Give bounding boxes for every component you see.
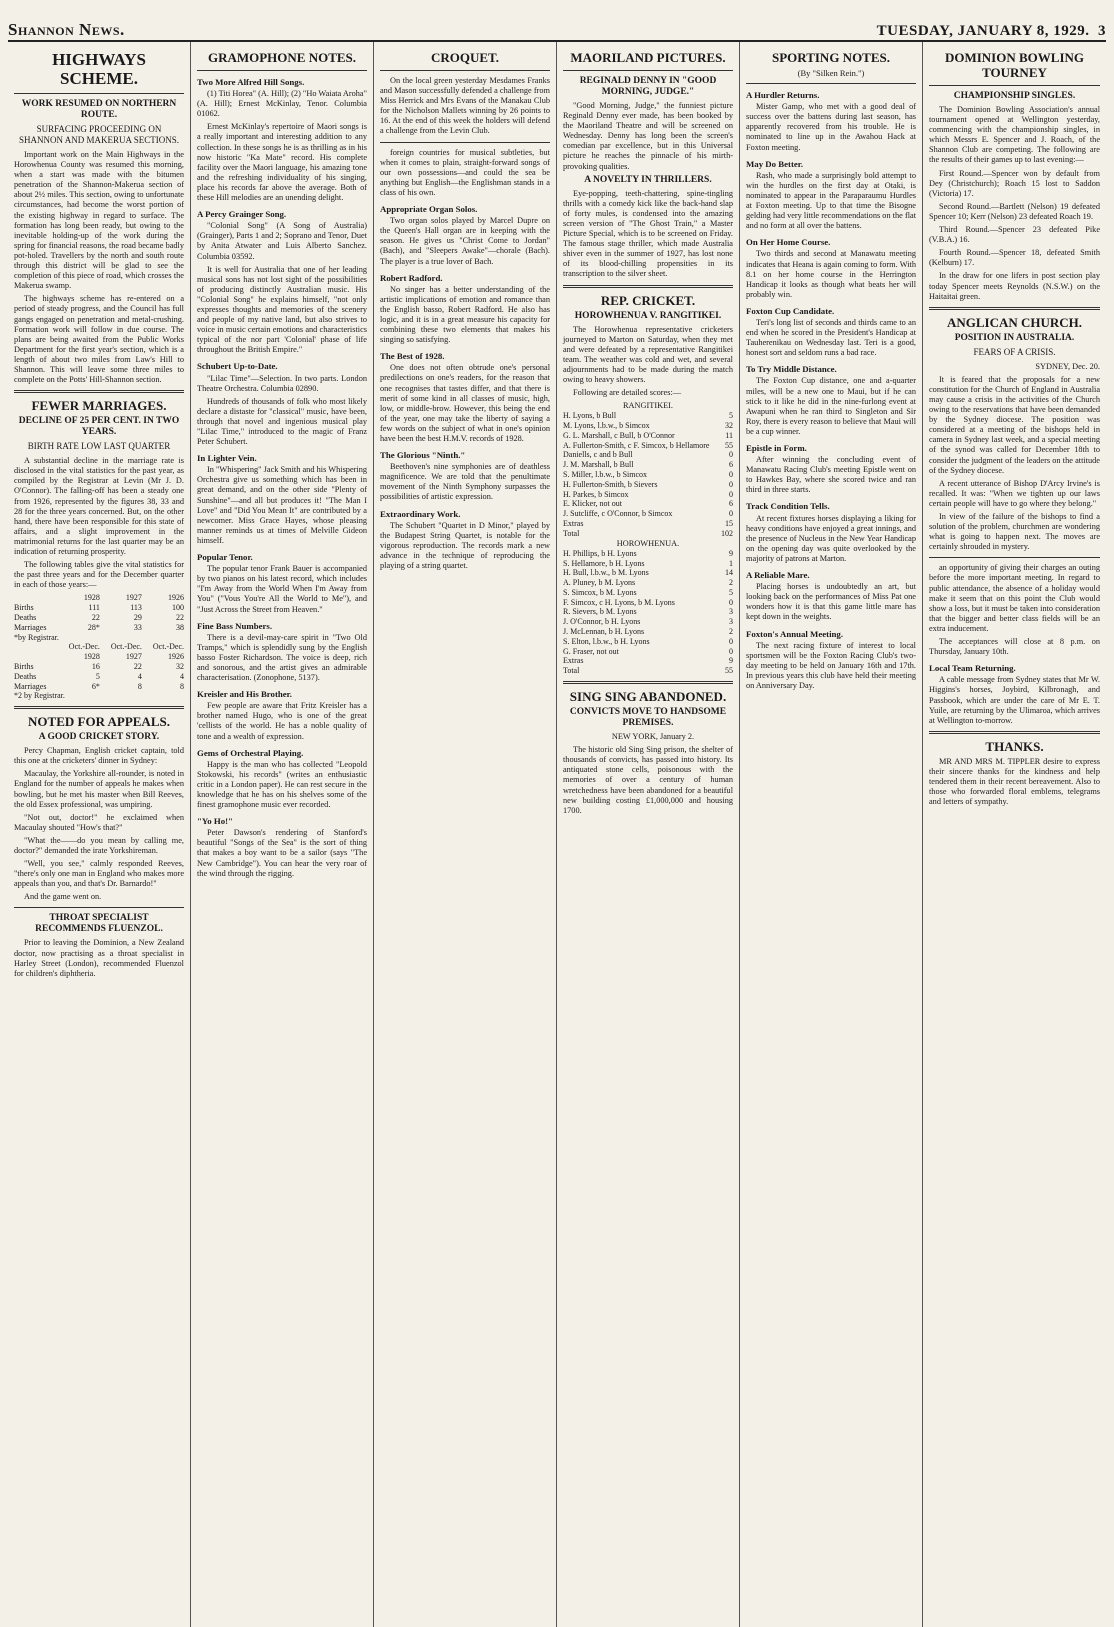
article-paragraph: "Good Morning, Judge," the funniest picture Reginald Denny ever made, has been booked by the Maoriland Theatre and will be screened on Wednesday. Denny has long been the screen's comedian par excellence, but in this Universal picture he reaches the pinnacle of his mirth-provoking qualities. [563, 101, 733, 171]
table-row: Oct.-Dec. Oct.-Dec. Oct.-Dec. [68, 642, 184, 652]
section-heading: Foxton Cup Candidate. [746, 305, 835, 316]
section-heading: Robert Radford. [380, 272, 443, 283]
section-heading: A Percy Grainger Song. [197, 209, 287, 220]
article-title: CROQUET. [430, 50, 499, 65]
scorecard-heading: RANGITIKEI. [622, 401, 673, 411]
article-paragraph: After winning the concluding event of Manawatu Racing Club's meeting Epistle went on to Hawkes Bay, where she scored twice and ran third in three starts. [746, 455, 916, 495]
table-row: G. L. Marshall, c Bull, b O'Connor 11 [563, 430, 733, 440]
table-row: G. Fraser, not out 0 [563, 646, 733, 656]
table-row: Daniells, c and b Bull 0 [563, 450, 733, 460]
article-paragraph: Fourth Round.—Spencer 18, defeated Smith (Kelburn) 17. [929, 248, 1100, 268]
article-paragraph: A recent utterance of Bishop D'Arcy Irvine's is recalled. It was: "When we tighten up our laws certain people will have to go where they belong." [929, 478, 1100, 508]
article-title: HIGHWAYS SCHEME. [52, 50, 146, 88]
table-row: Deaths 22 29 22 [14, 612, 184, 622]
table-row: S. Miller, l.b.w., b Simcox 0 [563, 470, 733, 480]
table-row: A. Fullerton-Smith, c F. Simcox, b Hellamore 55 [563, 440, 733, 450]
section-heading: In Lighter Vein. [197, 453, 257, 464]
table-row: A. Pluney, b M. Lyons 2 [563, 578, 733, 588]
dateline: SYDNEY, Dec. 20. [1035, 361, 1100, 371]
article-paragraph: The Foxton Cup distance, one and a-quarter miles, will be a new one to Maui, but if he can stick to it like he did in the nine-furlong event at Awapuni when he ran third to Singleton and Sir Roy, there is every reason to believe that Maui will be a cup winner. [746, 376, 916, 436]
table-row: H. Fullerton-Smith, b Sievers 0 [563, 479, 733, 489]
article-subtitle: HOROWHENUA V. RANGITIKEI. [574, 310, 722, 321]
article-paragraph: The Schubert "Quartet in D Minor," played by the Budapest String Quartet, is notable for the vigorous reproduction. The records mark a new advance in the technique of reproducing the playing of a string quartet. [380, 520, 550, 571]
article-paragraph: Percy Chapman, English cricket captain, told this one at the cricketers' dinner in Sydney: [14, 746, 184, 766]
article-paragraph: A cable message from Sydney states that Mr W. Higgins's horses, Joybird, Kilbronagh, and Passbook, which are under the care of Mr E. T. Yuile, are returning by the Ulimaroa, which arrives at Wellington to-morrow. [929, 675, 1100, 725]
byline: (By "Silken Rein.") [797, 68, 865, 78]
table-row: J. M. Marshall, b Bull 6 [563, 460, 733, 470]
table-row: Marriages 28* 33 38 [14, 622, 184, 632]
paper-name: Shannon News. [8, 20, 125, 39]
table-row: Marriages 6* 8 8 [14, 681, 184, 691]
article-paragraph: The popular tenor Frank Bauer is accompanied by two pianos on his latest record, which includes "I'm Away from the World When I'm Away from You" ("Vous You're All the World to Me"), and "Just Across the Street from Heaven." [197, 564, 367, 614]
table-row: R. Sievers, b M. Lyons 3 [563, 607, 733, 617]
article-paragraph: There is a devil-may-care spirit in "Two Old Tramps," which is splendidly sung by the English basso Foster Richardson. The voice is deep, rich and sonorous, and the artist gives an admirable characterisation. (Zonophone, 5137). [197, 632, 367, 683]
section-heading: The Best of 1928. [380, 351, 445, 362]
table-row: Extras 15 [563, 519, 733, 529]
table-row: 1928 1927 1926 [83, 652, 184, 662]
article-subtitle: A GOOD CRICKET STORY. [38, 732, 160, 743]
section-heading: Schubert Up-to-Date. [197, 361, 278, 372]
article-paragraph: In the draw for one lifers in post section play today Spencer meets Reynolds (N.S.W.) on the Haitaitai green. [929, 271, 1100, 301]
table-row: 1928 1927 1926 [83, 593, 184, 603]
article-paragraph: A substantial decline in the marriage rate is disclosed in the vital statistics for the past year, as compiled by the Registrar at Levin (Mr J. D. O'Connor). The falling-off has been a steady one from 1926, represented by the figures 38, 33 and 28 for the three years concerned. But, on the other hand, there have been responsible for this state of affairs, and a slight improvement in the matrimonial returns for the last quarter may be an indication of returning prosperity. [14, 456, 184, 556]
section-heading: "Yo Ho!" [197, 816, 233, 827]
article-paragraph: Mister Gamp, who met with a good deal of success over the battens during last season, has apparently recovered from his trouble. He is nominated to line up in the Awahou Hack at Foxton meeting. [746, 102, 916, 152]
article-paragraph: Rash, who made a surprisingly bold attempt to win the hurdles on the first day at Otaki, is nominated to appear in the Paraparaumu Hurdles at Foxton meeting. Up to that time the Bisogne gelding had very little recommendations on the flat and no form at all over the battens. [746, 170, 916, 231]
article-subtitle: REGINALD DENNY IN "GOOD MORNING, JUDGE." [579, 76, 717, 97]
article-subtitle: CHAMPIONSHIP SINGLES. [953, 91, 1076, 101]
section-heading: May Do Better. [746, 158, 804, 169]
article-title: SING SING ABANDONED. [569, 689, 727, 705]
section-heading: Foxton's Annual Meeting. [746, 628, 844, 639]
article-paragraph: Macaulay, the Yorkshire all-rounder, is noted in England for the number of appeals he makes when bowling, but he met his master when Bill Reeves, the old Essex professional, was umpiring. [14, 769, 184, 809]
article-paragraph: The following tables give the vital statistics for the past three years and for the December quarter in each of those years:— [14, 560, 184, 590]
table-row: H. Phillips, b H. Lyons 9 [563, 548, 733, 558]
table-row: F. Simcox, c H. Lyons, b M. Lyons 0 [563, 597, 733, 607]
article-paragraph: And the game went on. [24, 892, 102, 902]
article-subtitle: DECLINE OF 25 PER CENT. IN TWO YEARS. [18, 416, 180, 438]
article-paragraph: Following are detailed scores:— [573, 388, 682, 398]
table-row: J. Sutcliffe, c O'Connor, b Simcox 0 [563, 509, 733, 519]
article-paragraph: At recent fixtures horses displaying a liking for heavy conditions have enjoyed a great innings, and the presence of Nucleus in the New Year Handicap on the opening day was quite overlooked by the majority of patrons at Marton. [746, 513, 916, 563]
article-paragraph: "What the——do you mean by calling me, doctor?" demanded the irate Yorkshireman. [14, 835, 184, 855]
issue-date: TUESDAY, JANUARY 8, 1929. 3 [876, 23, 1106, 39]
table-row: Total 55 [563, 666, 733, 676]
table-row: S. Hellamore, b H. Lyons 1 [563, 558, 733, 568]
article-subtitle: POSITION IN AUSTRALIA. [954, 332, 1075, 343]
column-5 [740, 42, 923, 1627]
article-title: GRAMOPHONE NOTES. [207, 50, 357, 65]
table-row: H. Bull, l.b.w., b M. Lyons 14 [563, 568, 733, 578]
article-paragraph: Two organ solos played by Marcel Dupre on the Queen's Hall organ are in keeping with the season. He gives us "Christ Come to Jordan" (Bach), and "Sleepers Awake"—chorale (Bach). The player is a true lover of Bach. [380, 216, 550, 266]
article-title: THROAT SPECIALIST RECOMMENDS FLUENZOL. [35, 913, 163, 935]
rangitikei-scorecard [563, 411, 733, 538]
dateline: NEW YORK, January 2. [611, 732, 695, 742]
article-paragraph: The Horowhenua representative cricketers journeyed to Marton on Saturday, when they met and were defeated by a representative Rangitikei team. The weather was cold and wet, and several adjournments had to be made during the match owing to heavy showers. [563, 324, 733, 384]
article-paragraph: Happy is the man who has collected "Leopold Stokowski, his records" (writes an enthusiastic critic in a London paper). He can rest secure in the knowledge that he has on his shelves some of the finest gramophone music ever recorded. [197, 759, 367, 810]
section-heading: To Try Middle Distance. [746, 364, 837, 375]
section-heading: Extraordinary Work. [380, 508, 461, 519]
article-title: MAORILAND PICTURES. [570, 50, 726, 65]
table-row: J. O'Connor, b H. Lyons 3 [563, 617, 733, 627]
table-row: Extras 9 [563, 656, 733, 666]
article-title: SPORTING NOTES. [771, 50, 890, 65]
table-row: H. Parkes, b Simcox 0 [563, 489, 733, 499]
masthead [8, 6, 1106, 42]
article-paragraph: It is well for Australia that one of her leading musical sons has not lost sight of the possibilities of producing distinctly Australian music. His "Colonial Song" he explains himself, "not only expresses thoughts and memories of the scenery and people of my native land, but also strives to voice in music certain emotions and characteristics typical of the nor part 'Colonial' phase of life throughout the British Empire." [197, 264, 367, 355]
table-row: Births 111 113 100 [14, 603, 184, 613]
columns [8, 42, 1106, 1627]
article-paragraph: Two thirds and second at Manawatu meeting indicates that Heana is again coming to form. With 8.1 on her home course in the Herrington Handicap it looks as though what beats her will probably win. [746, 249, 916, 299]
table-row: H. Lyons, b Bull 5 [563, 411, 733, 421]
section-heading: A Reliable Mare. [746, 570, 810, 581]
article-paragraph: Third Round.—Spencer 23 defeated Pike (V.B.A.) 16. [929, 225, 1100, 245]
article-paragraph: No singer has a better understanding of the artistic implications of emotion and romance than the English basso, Robert Radford. He also has logic, and it is in a great measure his capacity for combining these two elements that makes his singing so satisfying. [380, 284, 550, 345]
article-paragraph: MR AND MRS M. TIPPLER desire to express their sincere thanks for the kindness and help tendered them in their recent bereavement. Also to those who forwarded floral emblems, telegrams and letters of sympathy. [929, 756, 1100, 807]
section-heading: Local Team Returning. [929, 663, 1016, 674]
table-row: S. Simcox, b M. Lyons 5 [563, 587, 733, 597]
article-title: THANKS. [985, 738, 1044, 754]
section-heading: Two More Alfred Hill Songs. [197, 77, 305, 87]
article-paragraph: an opportunity of giving their charges an outing before the more important meeting. In regard to public attendance, the absence of a holiday would make it seem that on this point the Club would show a loss, but it must be taken into consideration that the bigger and better class fields will be an extra inducement. [929, 563, 1100, 633]
article-paragraph: The Dominion Bowling Association's annual tournament opened at Wellington yesterday, commencing with the championship singles, in which Messrs E. Spencer and J. Roach, of the Shannon Club are competing. The following are the results of their games up to last evening:— [929, 105, 1100, 165]
article-paragraph: Placing horses is undoubtedly an art, but looking back on the performances of Miss Pat one wonders how it is that this game little mare has kept down in the weights. [746, 582, 916, 622]
article-paragraph: "Not out, doctor!" he exclaimed when Macaulay shouted "How's that?" [14, 812, 184, 832]
page-number: 3 [1098, 23, 1106, 39]
article-subtitle: WORK RESUMED ON NORTHERN ROUTE. [21, 99, 177, 120]
article-paragraph: "Well, you see," calmly responded Reeves, "there's only one man in England who makes more appeals than you, and that's Dr. Barnardo!" [14, 859, 184, 889]
article-paragraph: The acceptances will close at 8 p.m. on Thursday, January 10th. [929, 637, 1100, 657]
article-paragraph: The highways scheme has re-entered on a period of steady progress, and the Council has full gangs engaged on penetration and metal-crushing. Formation work will follow in due course. The plans are being awaited from the Public Works Department for the first year's section, which is a length of about two miles from Law's Hill to Shannon. This will leave some three miles to complete on the Potts' Hill-Shannon section. [14, 294, 184, 385]
table-row: S. Elton, l.b.w., b H. Lyons 0 [563, 636, 733, 646]
table-row: Births 16 22 32 [14, 661, 184, 671]
article-paragraph: foreign countries for musical subtleties, but when it comes to plain, straight-forward songs of our own possessions—and could the sea be anything but English—the Englishman stands in a class of his own. [380, 147, 550, 197]
column-4 [557, 42, 740, 1627]
article-paragraph: Ernest McKinlay's repertoire of Maori songs is a really important and interesting addition to any collection. In these songs he is as thrilling as in his now historic "Ka Mate" record. His complete facility over the Maori language, his amazing tone and the refreshing individuality of his singing, place his records far above the average. Both of these Hill melodies are an unending delight. [197, 122, 367, 203]
article-paragraph: "Colonial Song" (A Song of Australia) (Grainger), Parts 1 and 2; Soprano and Tenor, Duet by Anita Atwater and Luis Alberto Sanchez. Columbia 03592. [197, 221, 367, 261]
article-title: ANGLICAN CHURCH. [946, 314, 1083, 330]
article-paragraph: Few people are aware that Fritz Kreisler has a brother named Hugo, who is one of the great 'cellists of the world. He has a noble quality of tone and a wealth of expression. [197, 701, 367, 741]
article-deck: SURFACING PROCEEDING ON SHANNON AND MAKERUA SECTIONS. [18, 124, 179, 145]
section-heading: On Her Home Course. [746, 237, 831, 248]
section-heading: Popular Tenor. [197, 552, 253, 563]
article-paragraph: Important work on the Main Highways in the Horowhenua County was resumed this morning, when a start was made with the bitumen penetration of the Shannon-Makerua section of about 2½ miles. This section, owing to unfortunate circumstances, had become the worst portion of the existing highway in regard to surface. The formation has long been ready, but owing to the inevitable holding-up of the work during the spring for financial reasons, the road became badly pot-holed. Travellers by the north and south route through this district will be glad to see the completion of this piece of road, which crosses the Makerua swamp. [14, 150, 184, 291]
article-subtitle: CONVICTS MOVE TO HANDSOME PREMISES. [569, 707, 727, 729]
section-heading: The Glorious "Ninth." [380, 450, 466, 461]
article-title: REP. CRICKET. [600, 292, 696, 308]
table-row: E. Klicker, not out 6 [563, 499, 733, 509]
scorecard-heading: HOROWHENUA. [616, 538, 680, 548]
article-paragraph: The historic old Sing Sing prison, the shelter of thousands of convicts, has passed into history. Its antiquated stone cells, poisonous with the memories of over a century of human wretchedness have been abandoned for a beautiful new building costing £1,000,000 and housing 1700. [563, 745, 733, 815]
article-paragraph: It is feared that the proposals for a new constitution for the Church of England in Australia may cause a crisis in the activities of the Church owing to the reservations that have been demanded by the Sydney diocese. The position was considered at a meeting of the bishops held in camera in Sydney last week, and a special meeting of the synod was called for December 18th to consider the judgment of the leaders on the attitude of the Sydney diocese. [929, 374, 1100, 475]
article-paragraph: Hundreds of thousands of folk who most likely declare a distaste for "classical" music, have been, through that novel and ingenious musical play "Lilac Time," introduced to the magic of Franz Peter Schubert. [197, 396, 367, 447]
article-paragraph: "Lilac Time"—Selection. In two parts. London Theatre Orchestra. Columbia 02890. [197, 373, 367, 393]
article-title: NOTED FOR APPEALS. [28, 714, 170, 730]
article-title: DOMINION BOWLING TOURNEY [944, 50, 1085, 80]
article-paragraph: One does not often obtrude one's personal predilections on one's readers, for the reason that one recognises that tastes differ, and that there is merit of some kind in all classes of music, high, low, or middle-brow. However, this being the end of the year, one may take the liberty of saying a few words on the subject of what in one's opinion have been the best H.M.V. records of 1928. [380, 363, 550, 443]
article-deck: FEARS OF A CRISIS. [973, 346, 1056, 357]
article-paragraph: In view of the failure of the bishops to find a solution of the problem, churchmen are wondering what is going to happen next. The moves are certainly shrouded in mystery. [929, 512, 1100, 552]
table-row: *2 by Registrar. [14, 691, 65, 701]
section-heading: Fine Bass Numbers. [197, 620, 273, 631]
horowhenua-scorecard [563, 549, 733, 676]
column-1 [8, 42, 191, 1627]
table-row: *by Registrar. [14, 632, 59, 642]
section-heading: Gems of Orchestral Playing. [197, 747, 304, 758]
article-deck: BIRTH RATE LOW LAST QUARTER [27, 441, 171, 452]
article-paragraph: (1) Titi Horea" (A. Hill); (2) "Ho Waiata Aroha" (A. Hill); Ernest McKinlay, Tenor. Columbia 01062. [197, 89, 367, 119]
article-paragraph: Peter Dawson's rendering of Stanford's beautiful "Songs of the Sea" is the sort of thing that makes a boy want to be a sailor (says "The New Cambridge"). You can hear the very roar of the wind through the rigging. [197, 828, 367, 878]
table-row: Total 102 [563, 528, 733, 538]
article-paragraph: Prior to leaving the Dominion, a New Zealand doctor, now practising as a throat specialist in Harley Street (London), recommended Fluenzol for children's diphtheria. [14, 938, 184, 978]
article-paragraph: First Round.—Spencer won by default from Dey (Christchurch); Roach 15 lost to Saddon (Victoria) 17. [929, 168, 1100, 198]
section-heading: Track Condition Tells. [746, 501, 830, 512]
article-paragraph: Beethoven's nine symphonies are of deathless magnificence. We are told that the penultimate movement of the Ninth Symphony surpasses the possibilities of artistic expression. [380, 462, 550, 502]
table-row: Deaths 5 4 4 [14, 671, 184, 681]
article-title: FEWER MARRIAGES. [31, 398, 167, 414]
table-row: M. Lyons, l.b.w., b Simcox 32 [563, 421, 733, 431]
vital-stats-table [14, 593, 184, 701]
section-heading: A Hurdler Returns. [746, 90, 820, 101]
column-3 [374, 42, 557, 1627]
column-2 [191, 42, 374, 1627]
table-row: J. McLennan, b H. Lyons 2 [563, 627, 733, 637]
article-paragraph: Eye-popping, teeth-chattering, spine-tingling thrills with a comedy kick like the back-hand slap of forty mules, is condensed into the amazing screen version of "The Ghost Train," a Master Picture Special, which is to be screened on Friday. The famous stage thriller, which made Australia shiver even in the summer of 1927, has lost none of its blood-chilling propensities in its transcription to the silver sheet. [563, 188, 733, 279]
column-6 [923, 42, 1106, 1627]
article-paragraph: The next racing fixture of interest to local sportsmen will be the Foxton Racing Club's two-day meeting to be held on January 16th and 17th. In previous years this club have held their meeting on Anniversary Day. [746, 640, 916, 690]
article-subtitle: A NOVELTY IN THRILLERS. [584, 174, 712, 185]
article-paragraph: Second Round.—Bartlett (Nelson) 19 defeated Spencer 10; Kerr (Nelson) 23 defeated Roach 19. [929, 201, 1100, 221]
section-heading: Appropriate Organ Solos. [380, 204, 478, 215]
article-paragraph: On the local green yesterday Mesdames Franks and Mason successfully defended a challenge from Miss Herrick and Mrs Evans of the Manakau Club for the Nicholson Mallets winning by 26 points to 16. At the end of this week the holders will defend a challenge from the Levin Club. [380, 76, 550, 136]
article-paragraph: Teri's long list of seconds and thirds came to an end when he scored in the President's Handicap at Tauherenikau on Wednesday last. Teri is a good, honest sort and seldom runs a bad race. [746, 317, 916, 358]
article-paragraph: In "Whispering" Jack Smith and his Whispering Orchestra give us something which has been in great demand, and on the other side "Plenty of Sunshine"—and all but produces it! "The Man I Love" and "Did You Mean It" are contributed by a newcomer. Miss Grace Hayes, whose pleasing manner reminds us at times of Melville Gideon himself. [197, 465, 367, 545]
section-heading: Kreisler and His Brother. [197, 689, 292, 700]
section-heading: Epistle in Form. [746, 443, 807, 453]
